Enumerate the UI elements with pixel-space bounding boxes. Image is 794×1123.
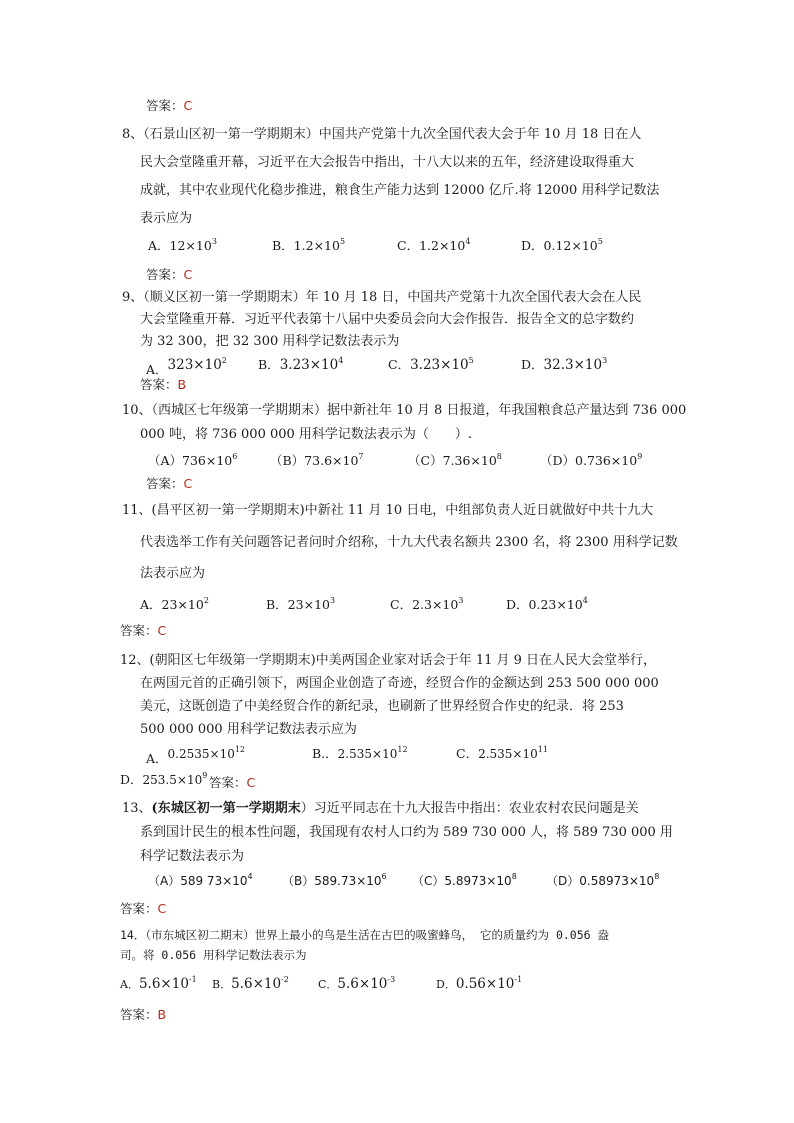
answer-label: 答案：: [120, 901, 158, 916]
question-8-option-a: [148, 236, 217, 254]
question-12-line-4: 500 000 000 用科学记数法表示应为: [140, 722, 357, 737]
answer-label: 答案：: [146, 98, 184, 113]
answer-label: 答案：: [146, 476, 184, 491]
answer-value: C: [183, 267, 193, 282]
answer-value: C: [157, 901, 167, 916]
question-11-answer: [120, 621, 166, 639]
option-text: 0.2535×10: [167, 747, 235, 761]
answer-label: 答案：: [140, 377, 178, 392]
question-11-option-c: [390, 595, 463, 613]
question-13-option-c: [412, 872, 517, 889]
answer-value: C: [183, 476, 193, 491]
question-13-line-3: 科学记数法表示为: [140, 849, 245, 864]
option-exponent: 9: [202, 771, 208, 780]
option-exponent: 4: [582, 596, 588, 605]
option-text: D．0.23×10: [506, 597, 583, 612]
answer-value: C: [246, 775, 256, 790]
option-text: （B）589.73×10: [282, 874, 382, 888]
answer-value: B: [157, 1007, 167, 1022]
question-11-line-1: 11、(昌平区初一第一学期期末)中新社 11 月 10 日电，中组部负责人近日就做好中共十九大: [122, 503, 654, 518]
answer-value: C: [157, 623, 167, 638]
option-letter: B．: [258, 357, 280, 372]
question-13-option-a: [148, 872, 253, 889]
question-10-line-2: 000 吨，将 736 000 000 用科学记数法表示为（ ）.: [140, 427, 473, 442]
option-letter: A．: [146, 751, 168, 766]
question-14-option-b: [212, 976, 289, 992]
option-text: B．23×10: [266, 597, 330, 612]
option-exponent: 8: [496, 452, 502, 461]
option-exponent: 9: [637, 452, 643, 461]
option-exponent: 5: [339, 237, 346, 246]
question-11-line-3: 法表示应为: [140, 566, 206, 581]
option-exponent: 5: [597, 237, 603, 246]
option-letter: C．: [388, 357, 411, 372]
option-letter: B．: [212, 978, 232, 991]
option-exponent: -3: [387, 975, 396, 984]
answer-label: 答案：: [120, 1007, 158, 1022]
question-10-option-a: [148, 451, 237, 469]
option-text: 32.3×10: [543, 357, 603, 373]
option-letter: D．: [436, 978, 456, 991]
option-text: 5.6×10: [231, 976, 282, 992]
option-exponent: 2: [221, 356, 227, 365]
option-text: 3.23×10: [410, 357, 469, 373]
option-text: C．1.2×10: [397, 238, 466, 253]
option-exponent: 12: [397, 745, 408, 754]
question-10-line-1: 10、（西城区七年级第一学期期末）据中新社年 10 月 8 日报道，年我国粮食总产量达到 736 000: [122, 403, 687, 418]
question-12-line-3: 美元，这既创造了中美经贸合作的新纪录，也刷新了世界经贸合作史的纪录．将 253: [140, 699, 624, 714]
option-exponent: 3: [602, 356, 608, 365]
question-13-line-2: 系到国计民生的根本性问题，我国现有农村人口约为 589 730 000 人，将 589 730 000 用: [140, 825, 673, 840]
question-12-line-1: 12、(朝阳区七年级第一学期期末)中美两国企业家对话会于年 11 月 9 日在人民大会堂举行，: [120, 653, 657, 668]
question-9-line-3: 为 32 300，把 32 300 用科学记数法表示为: [140, 334, 400, 349]
option-exponent: -1: [514, 975, 523, 984]
option-text: C．2.3×10: [390, 597, 459, 612]
option-text: （C）5.8973×10: [412, 874, 512, 888]
question-source: (东城区初一第一学期期末: [151, 801, 301, 816]
option-exponent: 3: [329, 596, 336, 605]
question-11-option-a: [140, 595, 209, 613]
question-11-line-2: 代表选举工作有关问题答记者问时介绍称，十九大代表名额共 2300 名，将 2300 用科学记数: [140, 535, 678, 550]
question-8-line-2: 民大会堂隆重开幕，习近平在大会报告中指出，十八大以来的五年，经济建设取得重大: [140, 155, 635, 170]
option-exponent: 3: [211, 237, 217, 246]
question-8-line-1: 8、（石景山区初一第一学期期末）中国共产党第十九次全国代表大会于年 10 月 18 日在人: [122, 127, 642, 142]
option-exponent: 3: [458, 596, 464, 605]
question-11-option-d: [506, 595, 588, 613]
question-14-option-d: [436, 976, 522, 992]
question-9-option-c: [388, 355, 474, 373]
option-exponent: 4: [338, 356, 344, 365]
question-13-line-1: [122, 798, 639, 820]
option-text: 323×10: [167, 357, 222, 373]
option-text: 2.535×10: [478, 747, 538, 761]
option-letter: A．: [146, 362, 168, 377]
question-14-answer: [120, 1005, 166, 1023]
option-text: （A）736×10: [148, 453, 233, 468]
question-9-line-2: 大会堂隆重开幕．习近平代表第十八届中央委员会向大会作报告．报告全文的总字数约: [140, 312, 635, 327]
question-14-line-2: 司。将 0.056 用科学记数法表示为: [120, 948, 307, 962]
option-text: 5.6×10: [138, 976, 189, 992]
option-text: 2.535×10: [337, 747, 398, 761]
option-exponent: 7: [358, 452, 364, 461]
question-12-option-d: [120, 770, 207, 788]
option-letter: D．: [120, 772, 143, 787]
option-text: B．1.2×10: [272, 238, 340, 253]
answer-value: C: [183, 98, 193, 113]
question-10-option-d: [540, 451, 642, 469]
question-10-option-c: [408, 451, 502, 469]
question-11-option-b: [266, 595, 335, 613]
question-12-option-b: [312, 744, 408, 762]
answer-label: 答案：: [146, 267, 184, 282]
question-8-line-3: 成就，其中农业现代化稳步推进，粮食生产能力达到 12000 亿斤.将 12000 用科学记数法: [140, 183, 660, 198]
option-exponent: 6: [381, 872, 387, 881]
option-exponent: 6: [232, 452, 238, 461]
answer-label: 答案：: [120, 623, 158, 638]
question-8-line-4: 表示应为: [140, 211, 193, 226]
option-text: 0.56×10: [455, 976, 515, 992]
option-letter: D．: [521, 357, 544, 372]
option-letter: C．: [456, 746, 479, 761]
question-10-option-b: [270, 451, 364, 469]
answer-value: B: [177, 377, 187, 392]
question-12-answer: [209, 773, 255, 791]
question-8-option-b: [272, 236, 345, 254]
option-exponent: 4: [465, 237, 471, 246]
option-text: （D）0.736×10: [540, 453, 638, 468]
question-13-answer: [120, 899, 166, 917]
question-13-option-d: [546, 872, 659, 889]
option-letter: B.．: [312, 746, 338, 761]
question-14-line-1: 14．（市东城区初二期末）世界上最小的鸟是生活在古巴的吸蜜蜂鸟， 它的质量约为 0.056 盎: [120, 928, 609, 942]
option-exponent: 2: [203, 596, 209, 605]
question-9-option-b: [258, 355, 343, 373]
option-exponent: -2: [281, 975, 289, 984]
option-exponent: 4: [247, 872, 253, 881]
question-9-option-d: [521, 355, 607, 373]
option-text: 3.23×10: [279, 357, 339, 373]
option-text: A．23×10: [140, 597, 204, 612]
question-8-option-d: [521, 236, 603, 254]
option-exponent: 8: [511, 872, 517, 881]
option-exponent: -1: [188, 975, 197, 984]
question-12-line-2: 在两国元首的正确引领下，两国企业创造了奇迹，经贸合作的金额达到 253 500 000 000: [140, 676, 659, 691]
option-exponent: 5: [468, 356, 474, 365]
option-exponent: 11: [537, 745, 548, 754]
option-exponent: 8: [654, 872, 660, 881]
question-14-option-a: [120, 976, 197, 992]
question-number: 13、: [122, 801, 152, 816]
question-text: ）习近平同志在十九大报告中指出：农业农村农民问题是关: [300, 801, 639, 816]
option-text: D．0.12×10: [521, 238, 598, 253]
question-8-answer: [146, 265, 192, 283]
option-text: 5.6×10: [337, 976, 388, 992]
option-text: （C）7.36×10: [408, 453, 497, 468]
question-9-option-a: [146, 355, 227, 377]
question-14-option-c: [318, 976, 395, 992]
question-12-option-c: [456, 744, 548, 762]
option-text: （D）0.58973×10: [546, 874, 655, 888]
question-13-option-b: [282, 872, 387, 889]
option-letter: C．: [318, 978, 338, 991]
option-text: 253.5×10: [142, 773, 203, 787]
option-letter: A．: [120, 978, 139, 991]
question-10-answer: [146, 474, 192, 492]
option-exponent: 12: [234, 745, 246, 754]
question-8-option-c: [397, 236, 470, 254]
question-12-option-a: [146, 744, 246, 766]
question-9-line-1: 9、（顺义区初一第一学期期末）年 10 月 18 日，中国共产党第十九次全国代表大会在人民: [122, 290, 642, 305]
answer-label: 答案：: [209, 775, 247, 790]
question-9-answer: [140, 375, 186, 393]
option-text: （A）589 73×10: [148, 874, 248, 888]
answer-line: [146, 96, 192, 114]
option-text: A．12×10: [148, 238, 212, 253]
option-text: （B）73.6×10: [270, 453, 359, 468]
